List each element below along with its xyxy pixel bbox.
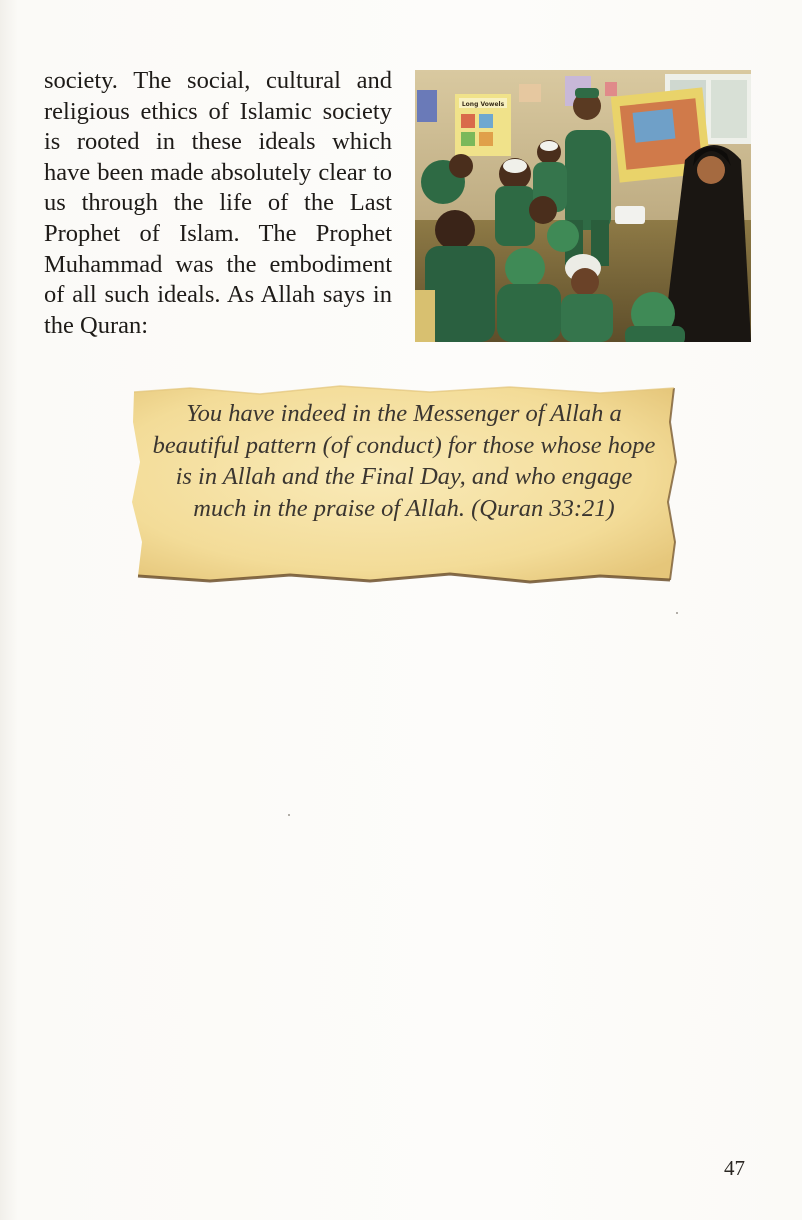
- quote-box: [130, 382, 678, 590]
- page-number: 47: [724, 1156, 745, 1180]
- poster-text: Long Vowels: [461, 101, 505, 108]
- classroom-photo: [415, 70, 751, 342]
- page-speck: [676, 612, 678, 614]
- quote-text: You have indeed in the Messenger of Allah a beautiful pattern (of conduct) for those whose hope is in Allah and the Final Day, and who engage much in the praise of Allah. (Quran 33:21): [152, 400, 656, 522]
- page-speck: [288, 814, 290, 816]
- classroom-photo-illustration: [415, 70, 751, 342]
- body-paragraph: society. The social, cultural and religious ethics of Islamic society is rooted in these ideals which have been made absolutely clear to us through the life of the Last Prophet of Islam. The Prophet Muhammad was the embodiment of all such ideals. As Allah says in the Quran:: [44, 67, 392, 339]
